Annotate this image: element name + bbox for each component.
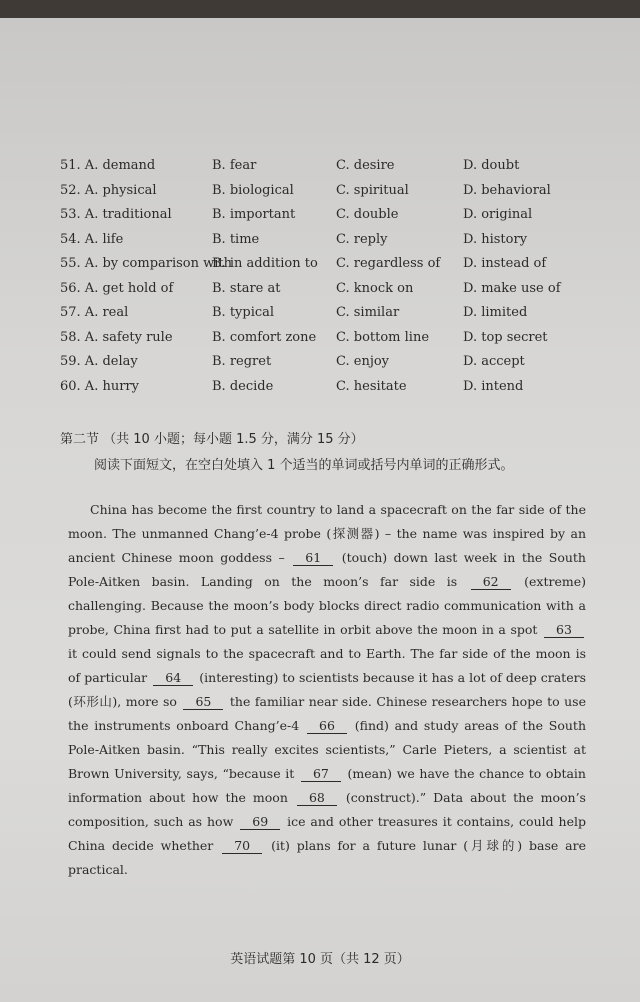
option-c: C. desire xyxy=(336,158,395,173)
option-c: C. knock on xyxy=(336,280,414,296)
option-c: C. similar xyxy=(336,305,400,320)
option-a: 53. A. traditional xyxy=(60,207,172,222)
option-b: B. fear xyxy=(212,158,257,173)
option-d: D. top secret xyxy=(463,329,548,345)
blank-68: 68 xyxy=(297,791,337,806)
reading-passage xyxy=(68,498,586,882)
option-row xyxy=(60,256,600,281)
option-d: D. intend xyxy=(463,378,524,394)
option-a: 52. A. physical xyxy=(60,182,157,198)
option-row xyxy=(60,183,600,208)
option-b: B. stare at xyxy=(212,280,281,296)
passage-text: (interesting) to scientists because it has a lot of deep craters (环形山), more so xyxy=(68,670,586,709)
option-row xyxy=(60,158,600,183)
option-row xyxy=(60,207,600,232)
section-instruction: 阅读下面短文，在空白处填入 1 个适当的单词或括号内单词的正确形式。 xyxy=(94,458,514,473)
option-b: B. biological xyxy=(212,182,294,198)
option-a: 57. A. real xyxy=(60,305,129,320)
section-heading: 第二节 （共 10 小题；每小题 1.5 分，满分 15 分） xyxy=(60,432,364,447)
blank-66: 66 xyxy=(307,719,347,734)
blank-62: 62 xyxy=(471,575,511,590)
exam-page xyxy=(0,18,640,1002)
passage-text: China has become the first country to land a spacecraft on the far side of the moon. The unmanned Chang’e-4 probe (探测器) – the name was inspired by an ancient Chinese moon goddess – xyxy=(68,502,586,565)
option-d: D. original xyxy=(463,207,533,222)
option-d: D. make use of xyxy=(463,280,561,296)
option-d: D. history xyxy=(463,231,528,247)
option-row xyxy=(60,305,600,330)
passage-text: (construct).” Data about the moon’s composition, such as how xyxy=(68,790,586,829)
passage-text: (find) and study areas of the South Pole-Aitken basin. “This really excites scientists,” Carle Pieters, a scientist at Brown University, says, “because it xyxy=(68,718,586,781)
blank-65: 65 xyxy=(183,695,223,710)
page-footer: 英语试题第 10 页（共 12 页） xyxy=(230,952,410,967)
option-row xyxy=(60,379,600,404)
blank-63: 63 xyxy=(544,623,584,638)
option-c: C. double xyxy=(336,207,399,222)
option-d: D. behavioral xyxy=(463,182,551,198)
option-a: 51. A. demand xyxy=(60,158,156,173)
option-row xyxy=(60,281,600,306)
option-a: 59. A. delay xyxy=(60,354,138,369)
option-row xyxy=(60,330,600,355)
blank-64: 64 xyxy=(153,671,193,686)
option-a: 56. A. get hold of xyxy=(60,280,174,296)
blank-70: 70 xyxy=(222,839,262,854)
option-a: 54. A. life xyxy=(60,231,124,247)
passage-text: (extreme) challenging. Because the moon’s body blocks direct radio communication with a probe, China first had to put a satellite in orbit above the moon in a spot xyxy=(68,574,586,637)
passage-text: ice and other treasures it contains, could help China decide whether xyxy=(68,814,586,853)
option-b: B. decide xyxy=(212,378,274,394)
passage-text: it could send signals to the spacecraft and to Earth. The far side of the moon is of particular xyxy=(68,646,586,685)
passage-text: the familiar near side. Chinese researchers hope to use the instruments onboard Chang’e-4 xyxy=(68,694,586,733)
option-b: B. typical xyxy=(212,305,275,320)
option-a: 60. A. hurry xyxy=(60,378,139,394)
option-a: 55. A. by comparison with xyxy=(60,256,233,271)
blank-69: 69 xyxy=(240,815,280,830)
option-row xyxy=(60,354,600,379)
option-b: B. in addition to xyxy=(212,256,318,271)
option-c: C. regardless of xyxy=(336,256,441,271)
option-b: B. comfort zone xyxy=(212,329,317,345)
blank-61: 61 xyxy=(293,551,333,566)
passage-text: (it) plans for a future lunar (月球的) base are practical. xyxy=(68,838,587,877)
option-a: 58. A. safety rule xyxy=(60,329,173,345)
option-row xyxy=(60,232,600,257)
option-c: C. spiritual xyxy=(336,182,409,198)
option-d: D. limited xyxy=(463,305,528,320)
option-c: C. bottom line xyxy=(336,329,430,345)
option-c: C. hesitate xyxy=(336,378,407,394)
option-d: D. instead of xyxy=(463,256,547,271)
passage-text: (touch) down last week in the South Pole-Aitken basin. Landing on the moon’s far side is xyxy=(68,550,586,589)
option-c: C. reply xyxy=(336,231,388,247)
option-b: B. important xyxy=(212,207,296,222)
option-b: B. regret xyxy=(212,354,272,369)
option-c: C. enjoy xyxy=(336,354,390,369)
option-d: D. accept xyxy=(463,354,525,369)
option-d: D. doubt xyxy=(463,158,520,173)
option-b: B. time xyxy=(212,231,260,247)
blank-67: 67 xyxy=(301,767,341,782)
passage-text: (mean) we have the chance to obtain information about how the moon xyxy=(68,766,586,805)
answer-options-table xyxy=(60,158,600,403)
